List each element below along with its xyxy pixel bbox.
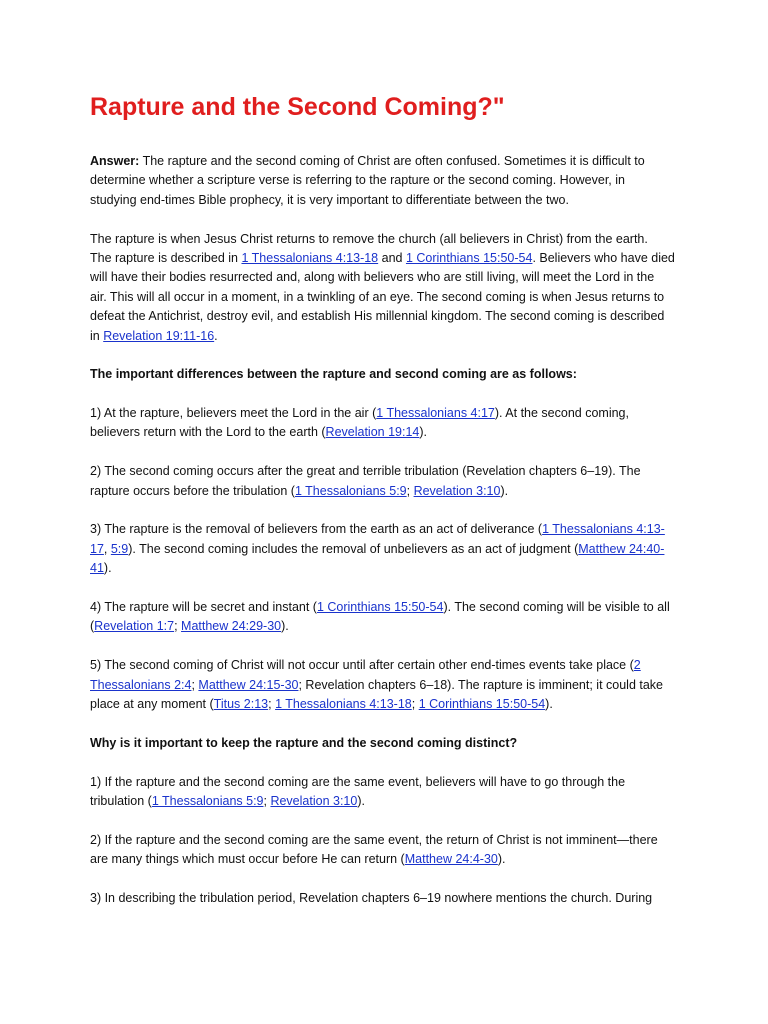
paragraph-gap [90,385,768,404]
text-run: . [214,328,218,343]
text-run: ; Revelation chapters 6–18). The rapture is imminent; it could take [298,677,664,692]
scripture-link[interactable]: Thessalonians 2:4 [90,677,192,692]
text-run: rapture occurs before the tribulation ( [90,483,295,498]
text-run: 3) The rapture is the removal of believers from the earth as an act of deliverance ( [90,522,543,537]
text-line [90,307,768,326]
scripture-link[interactable]: 1 Thessalonians 5:9 [294,483,407,498]
text-run: ). [497,852,506,867]
scripture-link[interactable]: 1 Thessalonians 4:13-18 [241,250,379,265]
scripture-link[interactable]: 1 Corinthians 15:50-54 [316,599,444,614]
text-line [90,327,768,346]
scripture-link[interactable]: 17 [90,541,104,556]
paragraph-gap [90,714,768,733]
text-run: 3) In describing the tribulation period, Revelation chapters 6–19 nowhere mentions the church. During [90,890,653,905]
text-run: 5) The second coming of Christ will not occur until after certain other end-times events take place ( [90,658,634,673]
scripture-link[interactable]: Matthew 24:40- [578,541,665,556]
bold-text: The important differences between the rapture and second coming are as follows: [90,367,577,382]
paragraph-gap [90,346,768,365]
text-line [90,792,768,811]
scripture-link[interactable]: Revelation 3:10 [413,483,501,498]
scripture-link[interactable]: Matthew 24:29-30 [181,619,282,634]
text-run: place at any moment ( [90,696,214,711]
bold-text: Answer: [90,154,140,168]
scripture-link[interactable]: 2 [633,658,641,673]
text-run: determine whether a scripture verse is referring to the rapture or the second coming. However, in [90,173,625,188]
text-run: ). [103,561,112,576]
scripture-link[interactable]: Revelation 1:7 [94,619,175,634]
text-line [90,171,768,190]
text-run: studying end-times Bible prophecy, it is very important to differentiate between the two. [90,192,569,207]
scripture-link[interactable]: Revelation 3:10 [270,793,358,808]
text-run: ). The second coming includes the removal of unbelievers as an act of judgment ( [128,541,579,556]
text-run: 2) If the rapture and the second coming are the same event, the return of Christ is not imminent—there [90,832,658,847]
text-line [90,617,768,636]
text-run: ). [419,425,428,440]
paragraph-gap [90,811,768,830]
text-line [90,482,768,501]
text-run: The rapture is when Jesus Christ returns to remove the church (all believers in Christ) from the earth. [90,231,648,246]
text-line [90,462,768,481]
text-line [90,404,768,423]
text-line [90,268,768,287]
text-run: 1) If the rapture and the second coming are the same event, believers will have to go through the [90,774,626,789]
scripture-link[interactable]: Revelation 19:11-16 [103,328,215,343]
paragraph-gap [90,443,768,462]
text-run: ; [174,619,182,634]
text-line [90,540,768,559]
text-run: The rapture is described in [90,250,242,265]
text-line [90,831,768,850]
text-line [90,288,768,307]
text-line [90,850,768,869]
text-line [90,695,768,714]
scripture-link[interactable]: 1 Thessalonians 4:13-18 [275,696,412,711]
text-run: air. This will all occur in a moment, in a twinkling of an eye. The second coming is when Jesus returns to [90,289,665,304]
paragraph-gap [90,501,768,520]
text-line [90,230,768,249]
scripture-link[interactable]: Titus 2:13 [213,696,269,711]
text-line [90,249,768,268]
scripture-link[interactable]: 5:9 [110,541,129,556]
text-run: in [90,328,104,343]
scripture-link[interactable]: 1 Thessalonians 4:13- [542,522,665,537]
text-line [90,889,768,908]
text-run: ). [357,793,365,808]
text-run: ( [90,619,95,634]
text-run: ; [268,696,276,711]
text-line [90,152,768,171]
text-run: ). [281,619,289,634]
text-run: ). The second coming will be visible to all [443,599,670,614]
text-line [90,365,768,384]
text-run: will have their bodies resurrected and, along with believers who are still living, will meet the Lord in the [90,270,655,285]
text-run: ; [263,793,271,808]
text-line [90,676,768,695]
text-run: tribulation ( [90,793,152,808]
text-line [90,656,768,675]
text-run: , [103,541,111,556]
scripture-link[interactable]: 1 Thessalonians 4:17 [376,406,495,421]
text-line [90,423,768,442]
scripture-link[interactable]: Matthew 24:4-30 [404,852,498,867]
paragraph-gap [90,637,768,656]
page-title: Rapture and the Second Coming?" [90,93,505,121]
text-run: 4) The rapture will be secret and instant ( [90,599,317,614]
scripture-link[interactable]: 41 [90,561,104,576]
text-run: The rapture and the second coming of Christ are often confused. Sometimes it is difficult to [139,154,645,168]
text-run: 1) At the rapture, believers meet the Lord in the air ( [90,406,377,421]
document-body [90,152,768,908]
scripture-link[interactable]: Revelation 19:14 [325,425,420,440]
text-run: 2) The second coming occurs after the great and terrible tribulation (Revelation chapters 6–19). The [90,464,641,479]
paragraph-gap [90,579,768,598]
bold-text: Why is it important to keep the rapture and the second coming distinct? [90,735,518,750]
text-line [90,520,768,539]
text-run: ). At the second coming, [494,406,629,421]
paragraph-gap [90,869,768,888]
text-run: defeat the Antichrist, destroy evil, and establish His millennial kingdom. The second coming is described [90,309,665,324]
text-run: believers return with the Lord to the earth ( [90,425,326,440]
paragraph-gap [90,753,768,772]
text-run: ). [500,483,509,498]
text-run: are many things which must occur before He can return ( [90,852,405,867]
text-line [90,191,768,210]
paragraph-gap [90,210,768,229]
text-run: ; [411,696,419,711]
text-line [90,773,768,792]
scripture-link[interactable]: 1 Thessalonians 5:9 [151,793,264,808]
text-run: and [378,250,406,265]
scripture-link[interactable]: 1 Corinthians 15:50-54 [418,696,546,711]
text-run: . Believers who have died [532,250,675,265]
text-run: ; [406,483,414,498]
text-line [90,559,768,578]
text-line [90,734,768,753]
scripture-link[interactable]: Matthew 24:15-30 [198,677,299,692]
scripture-link[interactable]: 1 Corinthians 15:50-54 [405,250,533,265]
text-run: ; [191,677,199,692]
text-run: ). [545,696,553,711]
text-line [90,598,768,617]
